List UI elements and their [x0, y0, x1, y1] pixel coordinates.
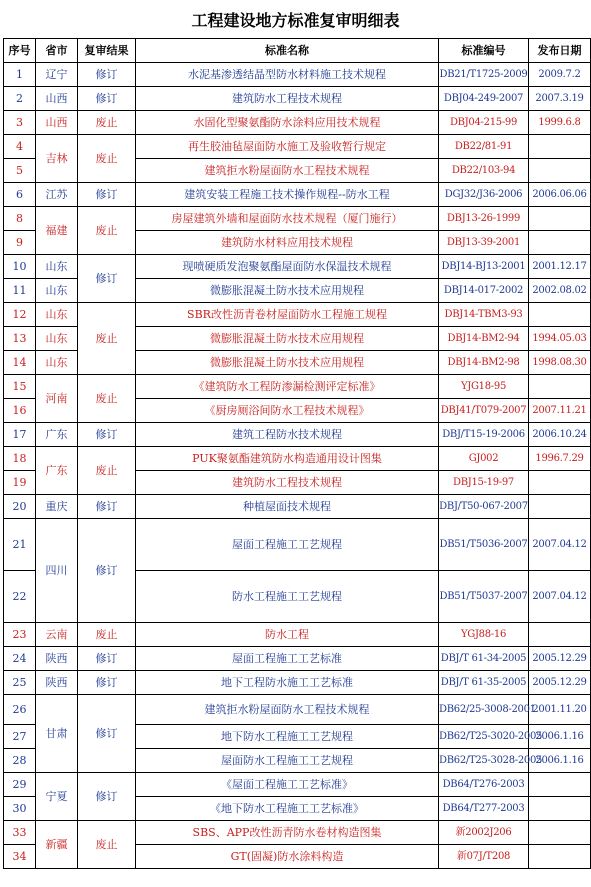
page-title: 工程建设地方标准复审明细表	[191, 11, 400, 30]
cell-date: 2005.12.29	[529, 647, 591, 671]
cell-name: 屋面防水工程施工工艺规程	[136, 749, 439, 773]
cell-province: 山东	[36, 351, 78, 375]
cell-name: 屋面工程施工工艺规程	[136, 519, 439, 571]
cell-name: 屋面工程施工工艺标准	[136, 647, 439, 671]
cell-name: 《地下防水工程施工工艺标准》	[136, 797, 439, 821]
cell-code: YJG18-95	[439, 375, 529, 399]
cell-province: 广东	[36, 423, 78, 447]
header-province: 省市	[36, 39, 78, 63]
cell-code: DGJ32/J36-2006	[439, 183, 529, 207]
table-row	[4, 255, 591, 279]
cell-result: 废止	[78, 375, 136, 423]
cell-no: 15	[4, 375, 36, 399]
cell-name: 微膨胀混凝土防水技术应用规程	[136, 279, 439, 303]
table-row	[4, 63, 591, 87]
cell-code: DBJ04-249-2007	[439, 87, 529, 111]
cell-name: 建筑拒水粉屋面防水工程技术规程	[136, 159, 439, 183]
cell-result: 废止	[78, 447, 136, 495]
cell-no: 30	[4, 797, 36, 821]
cell-name: 水泥基渗透结晶型防水材料施工技术规程	[136, 63, 439, 87]
cell-province: 江苏	[36, 183, 78, 207]
cell-result: 修订	[78, 495, 136, 519]
cell-code: GJ002	[439, 447, 529, 471]
cell-code: DBJ/T15-19-2006	[439, 423, 529, 447]
cell-no: 27	[4, 725, 36, 749]
cell-province: 山西	[36, 111, 78, 135]
cell-date: 1994.05.03	[529, 327, 591, 351]
cell-province: 陕西	[36, 671, 78, 695]
table-row	[4, 183, 591, 207]
table-row	[4, 135, 591, 159]
cell-no: 8	[4, 207, 36, 231]
cell-no: 3	[4, 111, 36, 135]
cell-result: 修订	[78, 63, 136, 87]
cell-no: 21	[4, 519, 36, 571]
cell-no: 5	[4, 159, 36, 183]
cell-code: 新2002J206	[439, 821, 529, 845]
cell-no: 34	[4, 845, 36, 869]
cell-name: 现喷硬质发泡聚氨酯屋面防水保温技术规程	[136, 255, 439, 279]
cell-no: 14	[4, 351, 36, 375]
cell-date: 1999.6.8	[529, 111, 591, 135]
cell-province: 甘肃	[36, 695, 78, 773]
cell-result: 修订	[78, 647, 136, 671]
cell-date	[529, 303, 591, 327]
cell-code: DBJ04-215-99	[439, 111, 529, 135]
cell-province: 陕西	[36, 647, 78, 671]
cell-date: 2007.04.12	[529, 519, 591, 571]
cell-province: 河南	[36, 375, 78, 423]
cell-result: 修订	[78, 87, 136, 111]
cell-result: 修订	[78, 773, 136, 821]
cell-province: 重庆	[36, 495, 78, 519]
cell-code: DB51/T5037-2007	[439, 571, 529, 623]
cell-date	[529, 845, 591, 869]
cell-name: 防水工程	[136, 623, 439, 647]
cell-no: 19	[4, 471, 36, 495]
cell-result: 废止	[78, 303, 136, 375]
cell-no: 16	[4, 399, 36, 423]
cell-code: DBJ/T 61-35-2005	[439, 671, 529, 695]
cell-code: DB62/T25-3020-2005	[439, 725, 529, 749]
table-row	[4, 87, 591, 111]
cell-code: DBJ13-26-1999	[439, 207, 529, 231]
cell-result: 修订	[78, 255, 136, 303]
cell-name: 地下防水工程施工工艺规程	[136, 725, 439, 749]
cell-province: 新疆	[36, 821, 78, 869]
cell-province: 福建	[36, 207, 78, 255]
table-row	[4, 519, 591, 571]
cell-date	[529, 797, 591, 821]
cell-result: 废止	[78, 111, 136, 135]
cell-province: 吉林	[36, 135, 78, 183]
cell-province: 山东	[36, 255, 78, 279]
cell-name: 《建筑防水工程防渗漏检测评定标准》	[136, 375, 439, 399]
cell-name: 《屋面工程施工工艺标准》	[136, 773, 439, 797]
cell-no: 13	[4, 327, 36, 351]
cell-no: 9	[4, 231, 36, 255]
cell-date	[529, 821, 591, 845]
cell-date: 2009.7.2	[529, 63, 591, 87]
cell-code: DBJ41/T079-2007	[439, 399, 529, 423]
table-row	[4, 495, 591, 519]
cell-code: DB64/T277-2003	[439, 797, 529, 821]
cell-no: 24	[4, 647, 36, 671]
cell-code: DB64/T276-2003	[439, 773, 529, 797]
table-row	[4, 647, 591, 671]
cell-code: DB51/T5036-2007	[439, 519, 529, 571]
cell-result: 废止	[78, 207, 136, 255]
standards-table	[3, 38, 591, 869]
cell-date: 2001.12.17	[529, 255, 591, 279]
cell-date: 1996.7.29	[529, 447, 591, 471]
cell-no: 20	[4, 495, 36, 519]
cell-no: 1	[4, 63, 36, 87]
table-row	[4, 375, 591, 399]
table-row	[4, 303, 591, 327]
cell-no: 10	[4, 255, 36, 279]
cell-province: 山东	[36, 327, 78, 351]
header-code: 标准编号	[439, 39, 529, 63]
cell-date: 1998.08.30	[529, 351, 591, 375]
cell-name: 建筑工程防水技术规程	[136, 423, 439, 447]
cell-code: DBJ15-19-97	[439, 471, 529, 495]
cell-name: SBR改性沥青卷材屋面防水工程施工规程	[136, 303, 439, 327]
cell-date: 2006.10.24	[529, 423, 591, 447]
cell-result: 修订	[78, 519, 136, 623]
cell-name: 《厨房厕浴间防水工程技术规程》	[136, 399, 439, 423]
table-header-row	[4, 39, 591, 63]
cell-no: 4	[4, 135, 36, 159]
cell-name: PUK聚氨酯建筑防水构造通用设计图集	[136, 447, 439, 471]
table-row	[4, 423, 591, 447]
cell-code: DB22/103-94	[439, 159, 529, 183]
cell-date: 2005.12.29	[529, 671, 591, 695]
cell-no: 29	[4, 773, 36, 797]
cell-result: 废止	[78, 821, 136, 869]
cell-date: 2006.06.06	[529, 183, 591, 207]
cell-date	[529, 773, 591, 797]
cell-province: 山东	[36, 303, 78, 327]
cell-name: GT(固凝)防水涂料构造	[136, 845, 439, 869]
cell-name: 建筑防水工程技术规程	[136, 87, 439, 111]
cell-no: 2	[4, 87, 36, 111]
header-name: 标准名称	[136, 39, 439, 63]
cell-name: 建筑防水工程技术规程	[136, 471, 439, 495]
cell-code: DB62/25-3008-2001	[439, 695, 529, 725]
cell-result: 修订	[78, 423, 136, 447]
table-row	[4, 821, 591, 845]
cell-date	[529, 159, 591, 183]
cell-date: 2007.04.12	[529, 571, 591, 623]
cell-result: 修订	[78, 671, 136, 695]
cell-no: 6	[4, 183, 36, 207]
cell-name: 地下工程防水施工工艺标准	[136, 671, 439, 695]
cell-code: DBJ13-39-2001	[439, 231, 529, 255]
cell-code: DBJ14-BJ13-2001	[439, 255, 529, 279]
cell-no: 23	[4, 623, 36, 647]
cell-name: 微膨胀混凝土防水技术应用规程	[136, 327, 439, 351]
cell-date	[529, 207, 591, 231]
cell-code: DBJ14-TBM3-93	[439, 303, 529, 327]
header-result: 复审结果	[78, 39, 136, 63]
cell-code: DBJ14-BM2-94	[439, 327, 529, 351]
cell-code: DBJ14-BM2-98	[439, 351, 529, 375]
cell-province: 四川	[36, 519, 78, 623]
cell-date	[529, 231, 591, 255]
cell-result: 修订	[78, 183, 136, 207]
cell-name: 房屋建筑外墙和屋面防水技术规程（厦门施行）	[136, 207, 439, 231]
table-row	[4, 671, 591, 695]
cell-date: 2007.11.21	[529, 399, 591, 423]
cell-province: 云南	[36, 623, 78, 647]
cell-no: 26	[4, 695, 36, 725]
cell-result: 废止	[78, 623, 136, 647]
table-row	[4, 207, 591, 231]
cell-name: 微膨胀混凝土防水技术应用规程	[136, 351, 439, 375]
cell-result: 修订	[78, 695, 136, 773]
table-row	[4, 773, 591, 797]
cell-no: 28	[4, 749, 36, 773]
cell-code: DB22/81-91	[439, 135, 529, 159]
cell-code: DBJ/T50-067-2007	[439, 495, 529, 519]
cell-name: 建筑安装工程施工技术操作规程--防水工程	[136, 183, 439, 207]
cell-province: 广东	[36, 447, 78, 495]
cell-result: 废止	[78, 135, 136, 183]
cell-date	[529, 471, 591, 495]
cell-province: 宁夏	[36, 773, 78, 821]
cell-name: 建筑拒水粉屋面防水工程技术规程	[136, 695, 439, 725]
cell-province: 山东	[36, 279, 78, 303]
cell-code: DB62/T25-3028-2005	[439, 749, 529, 773]
header-date: 发布日期	[529, 39, 591, 63]
cell-code: DBJ/T 61-34-2005	[439, 647, 529, 671]
cell-code: 新07J/T208	[439, 845, 529, 869]
cell-date: 2006.1.16	[529, 749, 591, 773]
cell-code: YGJ88-16	[439, 623, 529, 647]
cell-no: 33	[4, 821, 36, 845]
cell-name: SBS、APP改性沥青防水卷材构造图集	[136, 821, 439, 845]
cell-date: 2006.1.16	[529, 725, 591, 749]
table-row	[4, 695, 591, 725]
cell-name: 建筑防水材料应用技术规程	[136, 231, 439, 255]
cell-province: 山西	[36, 87, 78, 111]
cell-no: 18	[4, 447, 36, 471]
cell-date	[529, 375, 591, 399]
cell-no: 22	[4, 571, 36, 623]
cell-date: 2002.08.02	[529, 279, 591, 303]
cell-no: 17	[4, 423, 36, 447]
cell-name: 水固化型聚氨酯防水涂料应用技术规程	[136, 111, 439, 135]
table-row	[4, 447, 591, 471]
table-row	[4, 623, 591, 647]
cell-no: 11	[4, 279, 36, 303]
cell-code: DBJ14-017-2002	[439, 279, 529, 303]
cell-date	[529, 135, 591, 159]
cell-date	[529, 495, 591, 519]
cell-name: 防水工程施工工艺规程	[136, 571, 439, 623]
cell-code: DB21/T1725-2009	[439, 63, 529, 87]
table-row	[4, 111, 591, 135]
cell-date: 2007.3.19	[529, 87, 591, 111]
cell-date: 2001.11.20	[529, 695, 591, 725]
cell-no: 25	[4, 671, 36, 695]
cell-name: 再生胶油毡屋面防水施工及验收暂行规定	[136, 135, 439, 159]
cell-province: 辽宁	[36, 63, 78, 87]
header-no: 序号	[4, 39, 36, 63]
cell-date	[529, 623, 591, 647]
cell-no: 12	[4, 303, 36, 327]
cell-name: 种植屋面技术规程	[136, 495, 439, 519]
